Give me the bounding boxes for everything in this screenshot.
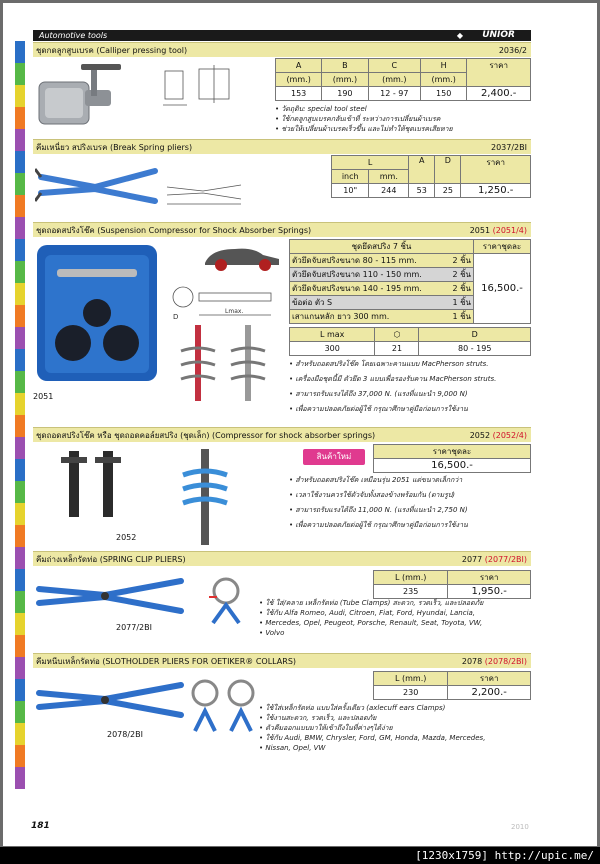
shock-absorber-illustration [149, 447, 261, 547]
color-tab-purple [15, 657, 25, 679]
color-tab-green [15, 371, 25, 393]
category-label: Automotive tools [39, 31, 108, 40]
slotholder-pliers-photo [35, 671, 187, 731]
brand-name: UNIOR [482, 30, 515, 40]
unit-cell: (mm.) [421, 73, 467, 87]
price-cell: 1,250.- [461, 184, 531, 198]
table-cell: 235 [374, 585, 448, 599]
color-tab-purple [15, 217, 25, 239]
clip-usage-illustration [205, 573, 247, 637]
hex-wrench-icon: ⬡ [375, 328, 419, 342]
feature-notes [259, 703, 485, 753]
color-tab-purple [15, 437, 25, 459]
section-title: ชุดถอดสปริงโช๊ค (Suspension Compressor for Shock Absorber Springs) [36, 226, 312, 235]
product-photo-caption: 2052 [116, 533, 137, 542]
color-tab-green [15, 701, 25, 723]
col-header: D [435, 156, 461, 184]
note-item: • Mercedes, Opel, Peugeot, Porsche, Renault, Seat, Toyota, VW, [259, 618, 483, 628]
color-tab-orange [15, 107, 25, 129]
watermark-bar [0, 847, 600, 864]
color-tab-orange [15, 305, 25, 327]
col-header: A [276, 59, 322, 73]
note-item: • วัตถุดิบ: special tool steel [275, 104, 453, 114]
color-tab-blue [15, 239, 25, 261]
color-tab-green [15, 481, 25, 503]
feature-notes [275, 104, 453, 134]
note-item: • ใช้ใส่เหล็กรัดท่อ แบบใส่ครั้งเดียว (axlecuff ears Clamps) [259, 703, 485, 713]
car-illustration [201, 241, 283, 273]
col-header: C [368, 59, 421, 73]
note-item: • เพื่อความปลอดภัยต่อผู้ใช้ กรุณาศึกษาคู่มือก่อนการใช้งาน [289, 402, 496, 417]
calliper-tool-photo [31, 60, 129, 136]
product-photo-caption: 2051 [33, 392, 54, 401]
color-tab-yellow [15, 613, 25, 635]
color-tab-orange [15, 195, 25, 217]
color-tab-yellow [15, 503, 25, 525]
drawing-label-d: D [173, 313, 179, 321]
kit-contents-table [289, 239, 531, 324]
kit-row: เสาแกนหลัก ยาว 300 mm. 1 ชิ้น [290, 310, 474, 324]
price-cell: 16,500.- [374, 459, 531, 473]
price-cell: 2,400.- [467, 87, 531, 101]
col-header: ราคา [448, 672, 531, 686]
dimension-table [289, 327, 531, 356]
col-header: L [332, 156, 409, 170]
product-code: 2036/2 [498, 46, 527, 55]
product-photo-caption: 2077/2BI [116, 623, 152, 632]
table-cell: 25 [435, 184, 461, 198]
col-header: ราคา [461, 156, 531, 184]
color-tab-blue [15, 569, 25, 591]
section-title-bar [33, 139, 531, 154]
unit-cell: inch [332, 170, 369, 184]
section-title-bar [33, 42, 531, 57]
price-header: ราคาชุดละ [374, 445, 531, 459]
color-tab-blue [15, 459, 25, 481]
note-item: • สามารถรับแรงได้ถึง 11,000 N. (แรงที่แนะนำ 2,750 N) [289, 503, 468, 518]
table-cell: 153 [276, 87, 322, 101]
col-header: L (mm.) [374, 571, 448, 585]
note-item: • ช่วยให้เปลี่ยนผ้าเบรคเร็วขึ้น และไม่ทำให้ชุดเบรคเสียหาย [275, 124, 453, 134]
section-title-bar [33, 222, 531, 237]
color-tab-blue [15, 41, 25, 63]
note-item: • เครื่องมือชุดนี้มี ตัวยึด 3 แบบเพื่อรองรับคาน MacPherson struts. [289, 372, 496, 387]
spec-table [373, 671, 531, 700]
spec-table [275, 58, 531, 101]
product-code: 2052 (2052/4) [469, 431, 527, 440]
drawing-label-lmax: Lmax. [225, 308, 244, 315]
col-header: H [421, 59, 467, 73]
product-code: 2037/2BI [491, 143, 527, 152]
color-tab-yellow [15, 393, 25, 415]
feature-notes [289, 357, 496, 417]
product-code: 2077 (2077/2BI) [461, 555, 527, 564]
kit-row: ตัวยึดจับสปริงขนาด 140 - 195 mm. 2 ชิ้น [290, 282, 474, 296]
price-table [373, 444, 531, 473]
page-number: 181 [31, 821, 50, 831]
col-header: L (mm.) [374, 672, 448, 686]
color-tab-purple [15, 547, 25, 569]
note-item: • สำหรับถอดสปริงโช๊ค โดยเฉพาะคานแบบ MacPherson struts. [289, 357, 496, 372]
feature-notes [259, 598, 483, 638]
unit-cell: (mm.) [322, 73, 368, 87]
note-item: • ใช้กดลูกสูบเบรคกลับเข้าที่ ระหว่างการเปลี่ยนผ้าเบรค [275, 114, 453, 124]
clip-pliers-photo [35, 569, 187, 627]
table-cell: 230 [374, 686, 448, 700]
product-code: 2051 (2051/4) [469, 226, 527, 235]
spec-table [331, 155, 531, 198]
compressor-case-photo [35, 243, 159, 383]
table-cell: 244 [369, 184, 409, 198]
price-cell: 16,500.- [474, 254, 531, 324]
color-tab-orange [15, 415, 25, 437]
catalog-year: 2010 [511, 823, 529, 831]
new-product-badge: สินค้าใหม่ [303, 449, 365, 465]
color-tab-yellow [15, 723, 25, 745]
note-item: • เวลาใช้งานควรใช้ตัวจับทั้งสองข้างพร้อมกัน (ตามรูป) [289, 488, 468, 503]
color-tab-purple [15, 327, 25, 349]
note-item: • Volvo [259, 628, 483, 638]
feature-notes [289, 473, 468, 533]
section-title-bar [33, 551, 531, 566]
table-cell: 53 [409, 184, 435, 198]
color-tab-yellow [15, 85, 25, 107]
section-title-bar [33, 653, 531, 668]
section-title-bar [33, 427, 531, 442]
unit-cell: (mm.) [368, 73, 421, 87]
watermark-text: [1230x1759] http://upic.me/ [415, 849, 594, 862]
price-header: ราคาชุดละ [474, 240, 531, 254]
table-cell: 150 [421, 87, 467, 101]
kit-header: ชุดยึดสปริง 7 ชิ้น [290, 240, 474, 254]
unit-cell: mm. [369, 170, 409, 184]
color-tab-green [15, 63, 25, 85]
color-tab-purple [15, 767, 25, 789]
col-header: A [409, 156, 435, 184]
kit-row: ข้อต่อ ตัว S 1 ชิ้น [290, 296, 474, 310]
section-title: ชุดกดลูกสูบเบรค (Calliper pressing tool) [36, 46, 188, 55]
note-item: • สามารถรับแรงได้ถึง 37,000 N. (แรงที่แนะนำ 9,000 N) [289, 387, 496, 402]
col-header: D [419, 328, 531, 342]
spring-compressor-photo [173, 321, 285, 405]
note-item: • ใช้กับ Audi, BMW, Chrysler, Ford, GM, Honda, Mazda, Mercedes, [259, 733, 485, 743]
table-cell: 300 [290, 342, 375, 356]
table-cell: 80 - 195 [419, 342, 531, 356]
collar-usage-illustration [187, 675, 261, 743]
color-tab-orange [15, 635, 25, 657]
spring-pliers-drawing [163, 179, 245, 207]
brand-logo-icon: ◆ [456, 31, 463, 40]
col-header: L max [290, 328, 375, 342]
table-cell: 12 - 97 [368, 87, 421, 101]
section-title: คีมหนีบเหล็กรัดท่อ (SLOTHOLDER PLIERS FOR OETIKER® COLLARS) [36, 657, 297, 666]
color-tab-orange [15, 745, 25, 767]
price-cell: 2,200.- [448, 686, 531, 700]
unit-cell: (mm.) [276, 73, 322, 87]
catalog-header [33, 30, 531, 41]
section-title: คีมถ่างเหล็กรัดท่อ (SPRING CLIP PLIERS) [36, 555, 186, 564]
table-cell: 21 [375, 342, 419, 356]
color-tab-purple [15, 129, 25, 151]
color-tab-yellow [15, 283, 25, 305]
spring-pliers-photo [35, 157, 163, 215]
color-tab-green [15, 261, 25, 283]
small-compressor-photo [59, 447, 123, 523]
product-photo-caption: 2078/2BI [107, 730, 143, 739]
section-title: ชุดถอดสปริงโช๊ค หรือ ชุดถอดคอล์ยสปริง (ชุดเล็ก) (Compressor for shock absorber springs) [36, 431, 376, 440]
compressor-drawing [165, 283, 283, 321]
color-tab-green [15, 173, 25, 195]
table-cell: 190 [322, 87, 368, 101]
note-item: • สำหรับถอดสปริงโช๊ค เหมือนรุ่น 2051 แต่ขนาดเล็กกว่า [289, 473, 468, 488]
color-tab-orange [15, 525, 25, 547]
product-code: 2078 (2078/2BI) [461, 657, 527, 666]
color-tab-green [15, 591, 25, 613]
note-item: • Nissan, Opel, VW [259, 743, 485, 753]
note-item: • เพื่อความปลอดภัยต่อผู้ใช้ กรุณาศึกษาคู่มือก่อนการใช้งาน [289, 518, 468, 533]
note-item: • ตัวคีมออกแบบมาให้เข้าถึงในที่ค่างๆได้ง่าย [259, 723, 485, 733]
note-item: • ใช้กับ Alfa Romeo, Audi, Citroen, Fiat, Ford, Hyundai, Lancia, [259, 608, 483, 618]
kit-row: ตัวยึดจับสปริงขนาด 80 - 115 mm. 2 ชิ้น [290, 254, 474, 268]
catalog-page [3, 3, 597, 846]
note-item: • ใช้ ใส่/คลาย เหล็กรัดท่อ (Tube Clamps) สะดวก, รวดเร็ว, และปลอดภัย [259, 598, 483, 608]
table-cell: 10" [332, 184, 369, 198]
color-tab-blue [15, 349, 25, 371]
calliper-tool-drawing [159, 63, 247, 109]
price-cell: 1,950.- [448, 585, 531, 599]
color-tab-blue [15, 151, 25, 173]
col-header: ราคา [467, 59, 531, 87]
col-header: ราคา [448, 571, 531, 585]
section-title: คีมเหนี่ยว สปริงเบรค (Break Spring pliers) [36, 143, 193, 152]
note-item: • ใช้งานสะดวก, รวดเร็ว, และปลอดภัย [259, 713, 485, 723]
color-tab-blue [15, 679, 25, 701]
kit-row: ตัวยึดจับสปริงขนาด 110 - 150 mm. 2 ชิ้น [290, 268, 474, 282]
spec-table [373, 570, 531, 599]
col-header: B [322, 59, 368, 73]
